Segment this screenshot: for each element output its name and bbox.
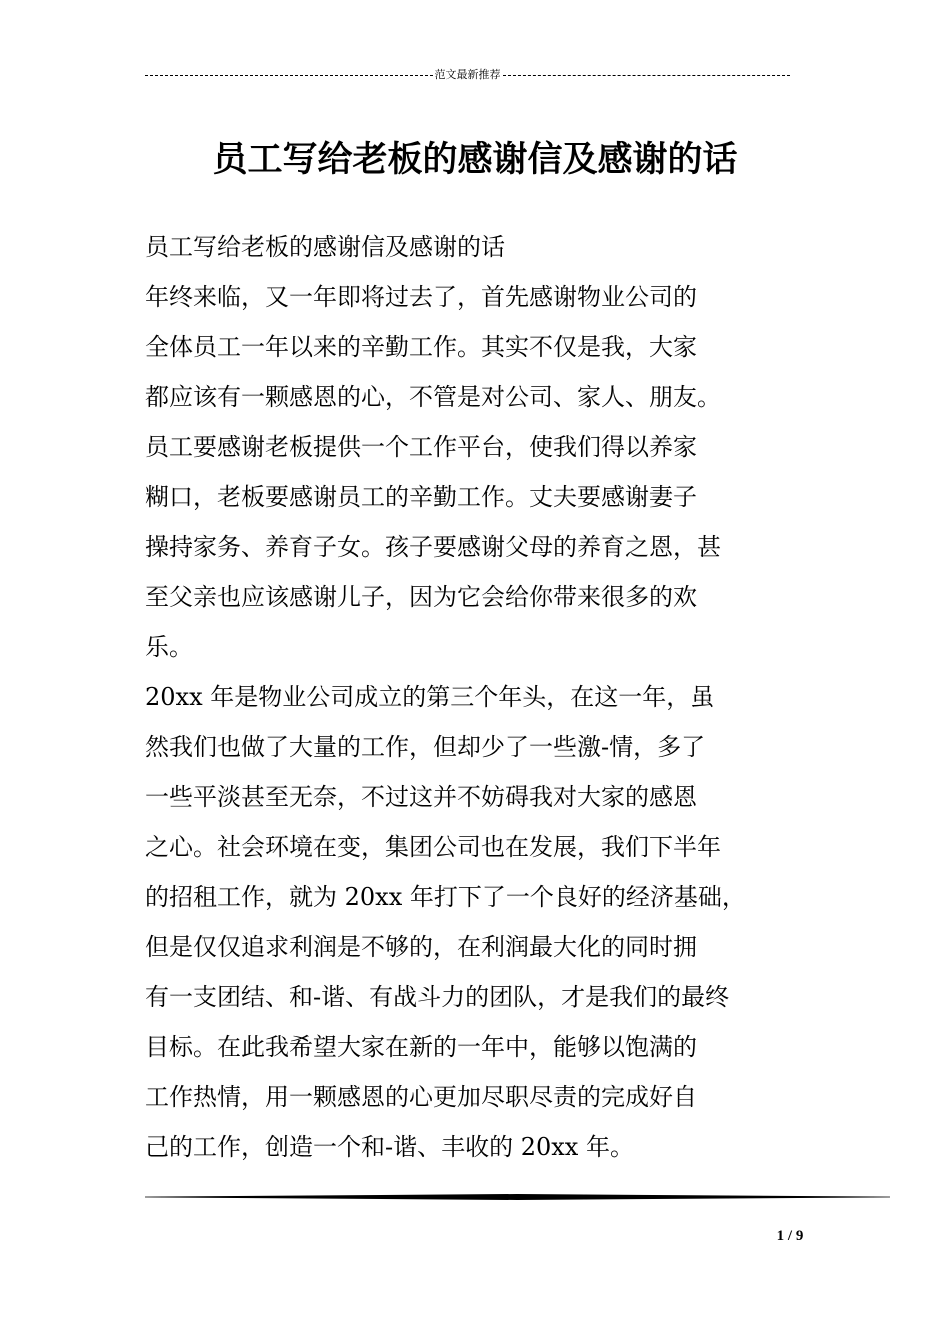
body-line: 员工写给老板的感谢信及感谢的话	[145, 233, 505, 261]
page-number: 1 / 9	[776, 1228, 804, 1244]
body-line: 操持家务、养育子女。孩子要感谢父母的养育之恩，甚	[145, 533, 721, 561]
body-line: 有一支团结、和-谐、有战斗力的团队，才是我们的最终	[145, 983, 730, 1011]
header-rule	[145, 67, 790, 83]
body-line: 全体员工一年以来的辛勤工作。其实不仅是我，大家	[145, 333, 697, 361]
body-line: 工作热情，用一颗感恩的心更加尽职尽责的完成好自	[145, 1083, 697, 1111]
body-line: 都应该有一颗感恩的心，不管是对公司、家人、朋友。	[145, 383, 721, 411]
header-dash-left	[145, 75, 433, 76]
footer-rule	[145, 1194, 890, 1200]
footer-rule-line	[145, 1194, 890, 1200]
body-line: 年终来临，又一年即将过去了，首先感谢物业公司的	[145, 283, 697, 311]
header-label: 范文最新推荐	[434, 68, 501, 81]
body-line: 糊口，老板要感谢员工的辛勤工作。丈夫要感谢妻子	[145, 483, 697, 511]
body-line: 一些平淡甚至无奈，不过这并不妨碍我对大家的感恩	[145, 783, 697, 811]
body-line: 但是仅仅追求利润是不够的，在利润最大化的同时拥	[145, 933, 697, 961]
body-line: 然我们也做了大量的工作，但却少了一些激-情，多了	[145, 733, 706, 761]
body-line: 20xx 年是物业公司成立的第三个年头，在这一年，虽	[145, 683, 715, 711]
document-body	[145, 222, 815, 1172]
body-line: 员工要感谢老板提供一个工作平台，使我们得以养家	[145, 433, 697, 461]
header-dash-right	[503, 75, 791, 76]
body-line: 目标。在此我希望大家在新的一年中，能够以饱满的	[145, 1033, 697, 1061]
body-line: 乐。	[145, 633, 193, 661]
body-line: 之心。社会环境在变，集团公司也在发展，我们下半年	[145, 833, 721, 861]
body-line: 的招租工作，就为 20xx 年打下了一个良好的经济基础，	[145, 883, 746, 911]
body-line: 至父亲也应该感谢儿子，因为它会给你带来很多的欢	[145, 583, 697, 611]
body-line: 己的工作，创造一个和-谐、丰收的 20xx 年。	[145, 1133, 634, 1161]
document-title: 员工写给老板的感谢信及感谢的话	[212, 139, 738, 180]
